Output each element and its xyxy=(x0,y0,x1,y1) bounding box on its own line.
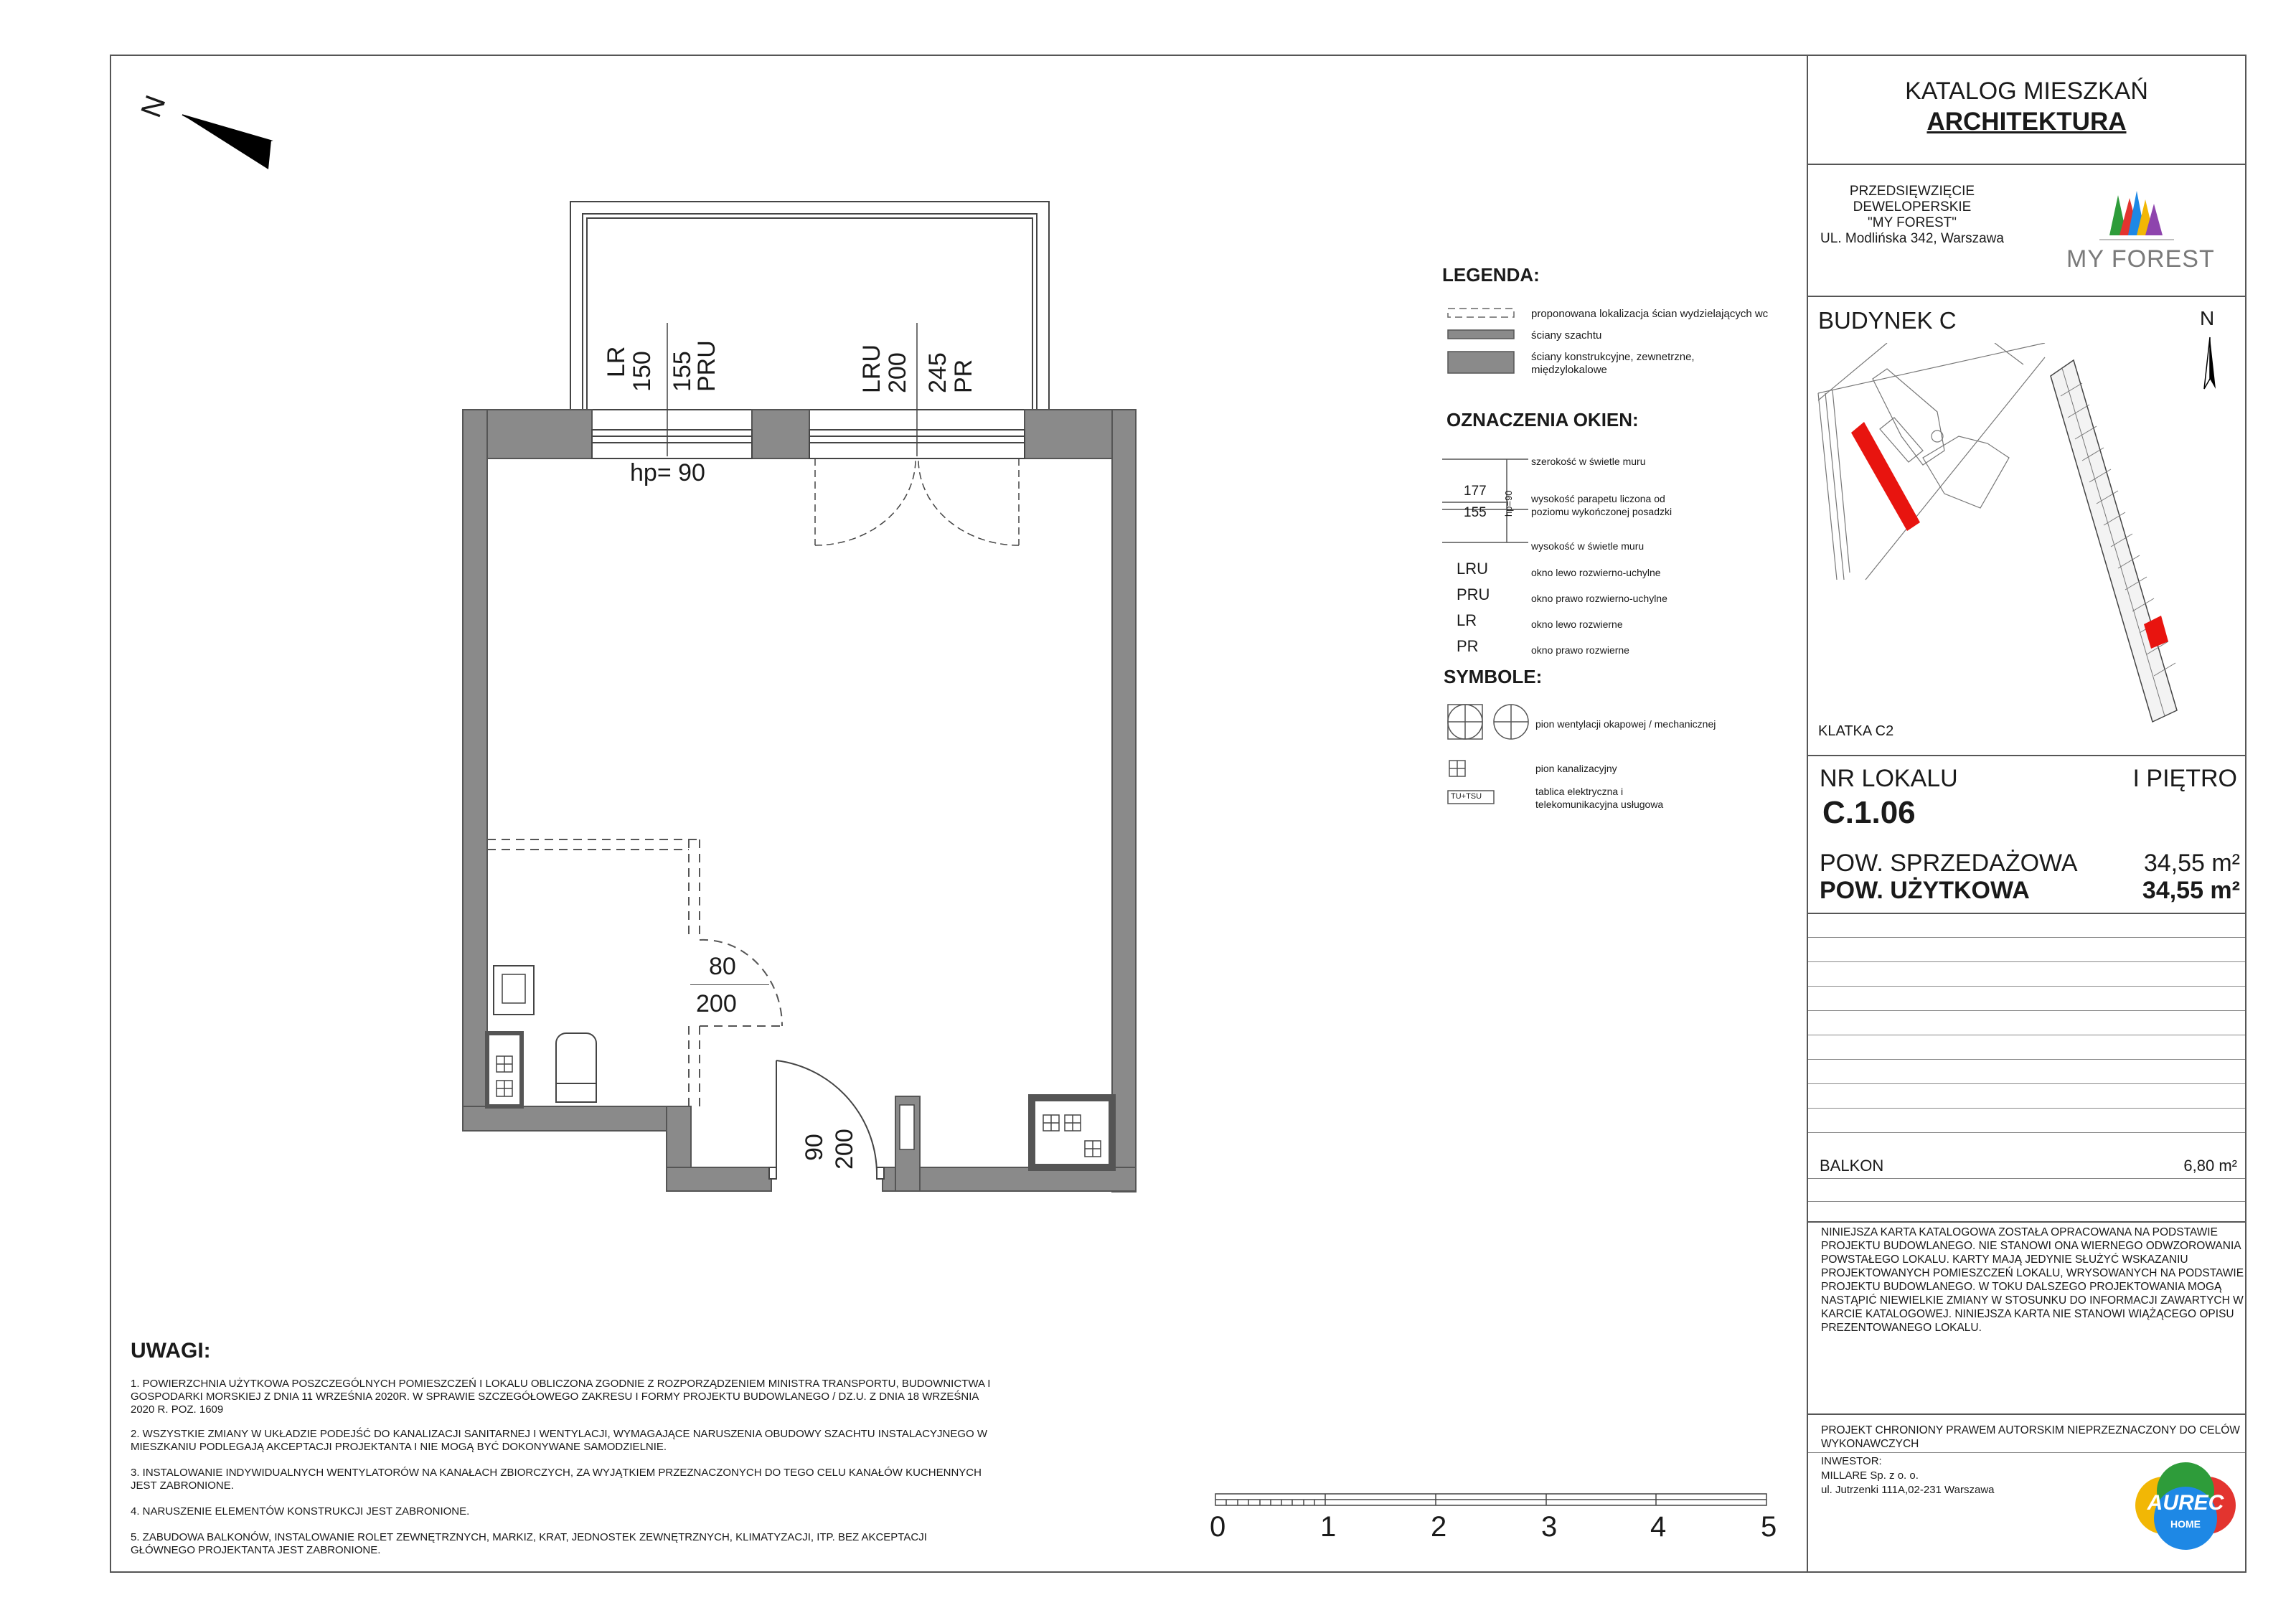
my-forest-logo-text: MY FOREST xyxy=(2066,245,2215,273)
scale-label-2: 2 xyxy=(1431,1511,1447,1543)
catalog-notice: NINIEJSZA KARTA KATALOGOWA ZOSTAŁA OPRACOWANA NA PODSTAWIE PROJEKTU BUDOWLANEGO. NIE STANOWI ONA WIERNEGO ODWZOROWANIA POWSTAŁEGO LOKALU. KARTY MAJĄ JEDYNIE SŁUŻYĆ WSKAZANIU PROJEKTOWANYCH POMIESZCZEŃ LOKALU, WRYSOWANYCH NA PODSTAWIE PROJEKTU BUDOWLANEGO. W TOKU DALSZEGO PROJEKTOWANIA MOGĄ NASTĄPIĆ NIEWIELKIE ZMIANY W STOSUNKU DO INFORMACJI ZAWARTYCH W KARCIE KATALOGOWEJ. NINIEJSZA KARTA NIE STANOWI WIĄŻĄCEGO OPISU PREZENTOWANEGO LOKALU. xyxy=(1821,1226,2244,1334)
window1-width: 150 xyxy=(629,351,656,392)
window2-height: 245 xyxy=(924,352,951,393)
investor-name: MILLARE Sp. z o. o. xyxy=(1821,1469,1919,1482)
staircase-label: KLATKA C2 xyxy=(1818,723,1894,739)
symbol-panel-desc-2: telekomunikacyjna usługowa xyxy=(1535,799,1664,810)
building-label: BUDYNEK C xyxy=(1818,307,1957,334)
legend-item-shaft: ściany szachtu xyxy=(1531,329,1602,342)
code-pru-desc: okno prawo rozwierno-uchylne xyxy=(1531,593,1667,604)
window-sill-desc-2: poziomu wykończonej posadzki xyxy=(1531,506,1672,517)
aurec-logo-sub: HOME xyxy=(2170,1518,2201,1530)
window1-type: LR xyxy=(603,346,630,377)
catalog-title: KATALOG MIESZKAŃ xyxy=(1905,77,2148,105)
code-pr-desc: okno prawo rozwierne xyxy=(1531,644,1629,656)
uwagi-item-5: 5. ZABUDOWA BALKONÓW, INSTALOWANIE ROLET ZEWNĘTRZNYCH, MARKIZ, KRAT, JEDNOSTEK ZEWNĘTRZNYCH, KLIMATYZACJI, ITP. BEZ AKCEPTACJI GŁÓWNEGO PROJEKTANTA JEST ZABRONIONE. xyxy=(131,1531,927,1556)
window-key-diagram xyxy=(1442,452,1535,552)
symbols-title: SYMBOLE: xyxy=(1444,666,1543,687)
wc-door-height: 200 xyxy=(696,990,737,1017)
usable-area-label: POW. UŻYTKOWA xyxy=(1820,877,2030,904)
scale-label-4: 4 xyxy=(1650,1511,1667,1543)
uwagi-item-3: 3. INSTALOWANIE INDYWIDUALNYCH WENTYLATORÓW NA KANAŁACH ZBIORCZYCH, ZA WYJĄTKIEM PRZEZNACZONYCH DO TEGO CELU KANAŁÓW KUCHENNYCH JEST ZABRONIONE. xyxy=(131,1467,982,1492)
uwagi-item-4: 4. NARUSZENIE ELEMENTÓW KONSTRUKCJI JEST ZABRONIONE. xyxy=(131,1505,470,1518)
scale-bar xyxy=(1213,1490,1787,1518)
window2-width: 200 xyxy=(884,352,911,393)
code-pr: PR xyxy=(1457,637,1479,655)
windows-legend-title: OZNACZENIA OKIEN: xyxy=(1446,409,1639,431)
window1-height: 155 xyxy=(669,351,696,392)
usable-area-value: 34,55 m² xyxy=(2142,877,2240,904)
scale-label-3: 3 xyxy=(1541,1511,1558,1543)
unit-nr-label: NR LOKALU xyxy=(1820,765,1958,792)
balcony-label: BALKON xyxy=(1820,1157,1884,1175)
electrical-panel xyxy=(900,1105,914,1149)
legend-title: LEGENDA: xyxy=(1442,264,1540,286)
investor-address: ul. Jutrzenki 111A,02-231 Warszawa xyxy=(1821,1484,1995,1496)
uwagi-title: UWAGI: xyxy=(131,1339,211,1363)
aurec-logo-text: AUREC xyxy=(2147,1491,2224,1515)
legend-item-structural: ściany konstrukcyjne, zewnetrzne, xyxy=(1531,351,1695,363)
sales-area-label: POW. SPRZEDAŻOWA xyxy=(1820,850,2078,877)
code-lru: LRU xyxy=(1457,560,1489,578)
uwagi-item-1: 1. POWIERZCHNIA UŻYTKOWA POSZCZEGÓLNYCH POMIESZCZEŃ I LOKALU OBLICZONA ZGODNIE Z ROZPORZĄDZENIEM MINISTRA TRANSPORTU, BUDOWNICTWA I GOSPODARKI MORSKIEJ Z DNIA 11 WRZEŚNIA 2020R. W SPRAWIE SZCZEGÓŁOWEGO ZAKRESU I FORMY PROJEKTU BUDOWLANEGO / DZ.U. Z DNIA 18 WRZEŚNIA 2020 R. POZ. 1609 xyxy=(131,1378,991,1416)
catalog-subtitle: ARCHITEKTURA xyxy=(1926,108,2127,136)
washbasin xyxy=(494,966,534,1015)
window-1 xyxy=(592,430,752,458)
code-lr-desc: okno lewo rozwierne xyxy=(1531,618,1623,630)
symbol-sewer-desc: pion kanalizacyjny xyxy=(1535,763,1617,774)
scale-label-1: 1 xyxy=(1320,1511,1337,1543)
code-pru: PRU xyxy=(1457,585,1490,603)
project-line-4: UL. Modlińska 342, Warszawa xyxy=(1820,231,2004,246)
window-height-desc: wysokość w świetle muru xyxy=(1531,540,1645,552)
panel-symbol-tag: TU+TSU xyxy=(1451,792,1482,801)
window-key-width: 177 xyxy=(1464,484,1487,499)
copyright-note: PROJEKT CHRONIONY PRAWEM AUTORSKIM NIEPRZEZNACZONY DO CELÓW WYKONAWCZYCH xyxy=(1821,1424,2240,1450)
wc-door-width: 80 xyxy=(709,953,736,980)
window-sill-desc-1: wysokość parapetu liczona od xyxy=(1531,493,1665,504)
entry-door-height: 200 xyxy=(831,1129,858,1170)
unit-number: C.1.06 xyxy=(1822,795,1916,830)
dim-divider xyxy=(690,984,769,985)
legend-swatches xyxy=(1446,306,1518,377)
compass-label: N xyxy=(135,91,172,122)
window-key-hp: hp=90 xyxy=(1503,490,1514,517)
project-line-1: PRZEDSIĘWZIĘCIE xyxy=(1849,184,1975,199)
balcony-door-swing xyxy=(815,458,1019,545)
investor-label: INWESTOR: xyxy=(1821,1455,1882,1467)
code-lru-desc: okno lewo rozwierno-uchylne xyxy=(1531,567,1661,578)
code-lr: LR xyxy=(1457,611,1477,629)
scale-label-5: 5 xyxy=(1761,1511,1777,1543)
window-width-desc: szerokość w świetle muru xyxy=(1531,456,1646,467)
entrance-door xyxy=(769,1060,884,1179)
sales-area-value: 34,55 m² xyxy=(2143,850,2240,877)
legend-item-structural-2: międzylokalowe xyxy=(1531,364,1607,376)
legend-item-wc-walls: proponowana lokalizacja ścian wydzielających wc xyxy=(1531,308,1769,320)
window2-type2: PR xyxy=(950,359,977,393)
symbol-vent-desc: pion wentylacji okapowej / mechanicznej xyxy=(1535,718,1716,730)
window1-type2: PRU xyxy=(693,340,720,392)
scale-label-0: 0 xyxy=(1210,1511,1226,1543)
uwagi-item-2: 2. WSZYSTKIE ZMIANY W UKŁADZIE PODEJŚĆ DO KANALIZACJI SANITARNEJ I WENTYLACJI, WYMAGAJĄCE NARUSZENIA OBUDOWY SZACHTU INSTALACYJNEGO W MIESZKANIU PODLEGAJĄ AKCEPTACJI PROJEKTANTA I NIE MOGĄ BYĆ DOKONYWANE SAMODZIELNIE. xyxy=(131,1428,988,1453)
balcony-value: 6,80 m² xyxy=(2183,1157,2237,1175)
window2-type: LRU xyxy=(858,344,885,393)
window-sill-height: hp= 90 xyxy=(630,459,705,486)
building-north-label: N xyxy=(2200,307,2215,329)
project-line-2: DEWELOPERSKIE xyxy=(1853,199,1972,215)
unit-floor: I PIĘTRO xyxy=(2132,765,2237,792)
symbol-panel-desc-1: tablica elektryczna i xyxy=(1535,786,1624,797)
project-line-3: "MY FOREST" xyxy=(1868,215,1957,230)
entry-door-width: 90 xyxy=(801,1134,828,1161)
window-key-height: 155 xyxy=(1464,505,1487,520)
